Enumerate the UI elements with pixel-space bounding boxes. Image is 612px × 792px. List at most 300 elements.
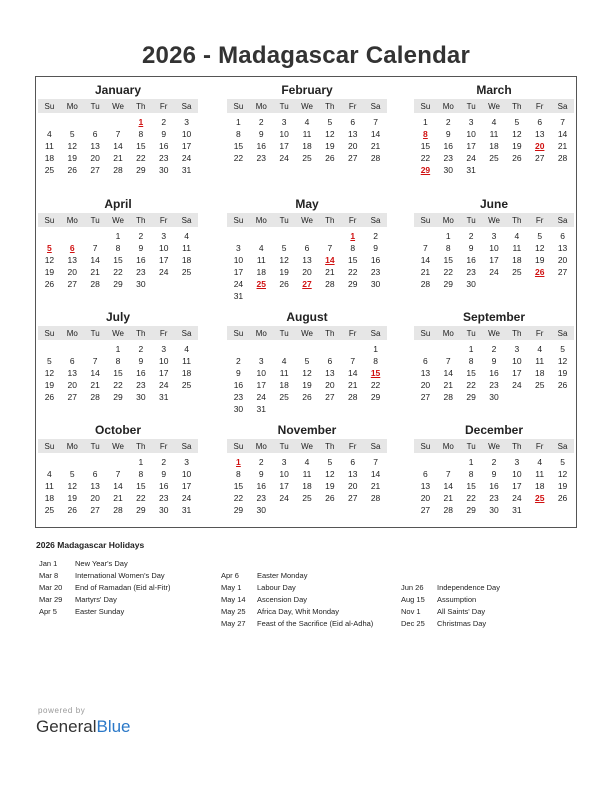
holiday-row bbox=[39, 570, 219, 582]
day-cell: 15 bbox=[466, 481, 476, 492]
day-cell: 15 bbox=[113, 255, 123, 266]
day-cell: 29 bbox=[466, 392, 476, 403]
day-cell: 2 bbox=[258, 457, 264, 467]
day-cell: 17 bbox=[158, 255, 169, 266]
day-cell: 6 bbox=[537, 117, 543, 127]
weekday-label: Fr bbox=[535, 441, 544, 451]
holiday-name: Easter Monday bbox=[257, 571, 308, 580]
empty-cell bbox=[84, 230, 107, 242]
day-cell: 31 bbox=[466, 165, 476, 176]
day-cell: 17 bbox=[512, 481, 522, 492]
weekday-label: Su bbox=[44, 215, 55, 225]
empty-cell bbox=[107, 456, 130, 468]
day-cell: 24 bbox=[512, 380, 522, 391]
month-january bbox=[38, 83, 198, 176]
day-cell: 9 bbox=[258, 469, 264, 480]
day-cell: 13 bbox=[420, 368, 431, 379]
weekday-label: Su bbox=[420, 215, 431, 225]
holiday-name: End of Ramadan (Eid al-Fitr) bbox=[75, 583, 171, 592]
day-cell: 7 bbox=[327, 243, 333, 254]
day-cell: 12 bbox=[44, 368, 55, 379]
day-cell: 31 bbox=[181, 165, 192, 176]
day-cell: 21 bbox=[370, 481, 381, 492]
weekday-label: Th bbox=[325, 441, 335, 451]
weekday-label: Tu bbox=[466, 441, 476, 451]
month-december bbox=[414, 423, 574, 516]
day-cell: 31 bbox=[158, 392, 169, 403]
holiday-row bbox=[39, 606, 219, 618]
day-cell: 24 bbox=[279, 153, 289, 164]
weekday-label: Tu bbox=[466, 215, 476, 225]
day-cell: 8 bbox=[373, 356, 378, 367]
day-cell: 31 bbox=[256, 404, 266, 415]
day-cell: 10 bbox=[158, 243, 169, 254]
holiday-day: 1 bbox=[138, 117, 144, 127]
day-cell: 23 bbox=[489, 380, 499, 391]
empty-cell bbox=[84, 343, 107, 355]
day-cell: 6 bbox=[327, 356, 333, 367]
weekday-label: Sa bbox=[557, 441, 568, 451]
weekday-label: Fr bbox=[535, 215, 544, 225]
day-cell: 24 bbox=[233, 279, 244, 290]
day-cell: 26 bbox=[67, 165, 77, 176]
empty-cell bbox=[38, 230, 61, 242]
day-cell: 7 bbox=[350, 356, 356, 367]
weekday-label: Tu bbox=[90, 101, 100, 111]
day-cell: 7 bbox=[115, 129, 121, 140]
day-cell: 22 bbox=[466, 380, 476, 391]
weekday-label: Fr bbox=[535, 328, 544, 338]
day-cell: 24 bbox=[158, 267, 169, 278]
day-cell: 3 bbox=[161, 231, 167, 241]
day-cell: 25 bbox=[44, 505, 55, 516]
powered-by-text: powered by bbox=[38, 706, 86, 715]
day-cell: 16 bbox=[489, 368, 499, 379]
day-cell: 28 bbox=[347, 392, 358, 403]
weekday-label: Su bbox=[420, 441, 431, 451]
weekday-header bbox=[414, 326, 574, 340]
holiday-row bbox=[401, 606, 581, 618]
day-cell: 6 bbox=[304, 243, 310, 254]
day-cell: 22 bbox=[113, 380, 123, 391]
day-cell: 10 bbox=[158, 356, 169, 367]
weekday-label: We bbox=[112, 441, 124, 451]
day-cell: 4 bbox=[281, 356, 287, 367]
day-cell: 28 bbox=[370, 493, 381, 504]
day-cell: 26 bbox=[44, 279, 55, 290]
holiday-day: 14 bbox=[325, 255, 335, 266]
day-cell: 23 bbox=[136, 267, 146, 278]
holiday-day: 25 bbox=[256, 279, 266, 290]
day-cell: 2 bbox=[445, 117, 451, 127]
day-cell: 14 bbox=[420, 255, 431, 266]
month-september bbox=[414, 310, 574, 403]
day-cell: 5 bbox=[327, 117, 333, 127]
day-cell: 17 bbox=[466, 141, 476, 152]
day-cell: 2 bbox=[468, 231, 474, 241]
day-cell: 2 bbox=[236, 356, 241, 367]
holiday-name: Independence Day bbox=[437, 583, 500, 592]
day-cell: 16 bbox=[256, 141, 266, 152]
day-cell: 25 bbox=[44, 165, 55, 176]
day-cell: 19 bbox=[557, 481, 568, 492]
day-cell: 10 bbox=[181, 129, 192, 140]
weekday-label: Fr bbox=[348, 441, 357, 451]
day-cell: 26 bbox=[557, 380, 568, 391]
day-cell: 10 bbox=[489, 243, 499, 254]
holiday-name: Ascension Day bbox=[257, 595, 308, 604]
day-cell: 1 bbox=[236, 117, 241, 127]
weekday-label: Tu bbox=[90, 441, 100, 451]
weekday-label: Mo bbox=[66, 441, 78, 451]
day-grid bbox=[227, 343, 387, 416]
month-name: August bbox=[286, 310, 328, 324]
day-cell: 14 bbox=[90, 368, 100, 379]
day-cell: 13 bbox=[347, 129, 358, 140]
holiday-row bbox=[221, 618, 401, 630]
day-cell: 16 bbox=[136, 255, 146, 266]
holiday-day: 27 bbox=[302, 279, 312, 290]
holiday-name: New Year's Day bbox=[75, 559, 128, 568]
day-cell: 13 bbox=[534, 129, 545, 140]
empty-cell bbox=[318, 230, 341, 242]
day-cell: 27 bbox=[534, 153, 545, 164]
day-cell: 7 bbox=[423, 243, 428, 254]
holiday-name: Christmas Day bbox=[437, 619, 487, 628]
day-cell: 2 bbox=[373, 231, 378, 241]
day-cell: 20 bbox=[420, 493, 431, 504]
holiday-row bbox=[221, 570, 401, 582]
day-cell: 6 bbox=[92, 129, 98, 140]
month-name: September bbox=[462, 310, 526, 324]
day-cell: 10 bbox=[466, 129, 476, 140]
day-cell: 19 bbox=[44, 267, 55, 278]
empty-cell bbox=[296, 230, 319, 242]
weekday-label: Fr bbox=[159, 328, 168, 338]
day-cell: 13 bbox=[347, 469, 358, 480]
holiday-date: May 14 bbox=[221, 595, 246, 604]
day-cell: 27 bbox=[90, 165, 100, 176]
day-cell: 25 bbox=[302, 153, 312, 164]
holiday-day: 29 bbox=[420, 165, 431, 176]
empty-cell bbox=[250, 230, 273, 242]
brand-general: General bbox=[36, 717, 97, 736]
weekday-label: Tu bbox=[466, 328, 476, 338]
day-cell: 21 bbox=[90, 267, 100, 278]
day-cell: 23 bbox=[489, 493, 499, 504]
day-cell: 11 bbox=[279, 368, 289, 379]
day-cell: 31 bbox=[181, 505, 192, 516]
weekday-label: Sa bbox=[370, 215, 381, 225]
day-cell: 26 bbox=[67, 505, 77, 516]
weekday-label: Th bbox=[136, 101, 146, 111]
month-name: December bbox=[464, 423, 524, 437]
holiday-day: 15 bbox=[370, 368, 381, 379]
weekday-label: Mo bbox=[255, 441, 267, 451]
day-cell: 18 bbox=[181, 255, 192, 266]
day-cell: 29 bbox=[347, 279, 358, 290]
weekday-label: We bbox=[112, 101, 124, 111]
holiday-column bbox=[401, 582, 581, 630]
day-cell: 9 bbox=[236, 368, 241, 379]
day-cell: 19 bbox=[279, 267, 289, 278]
day-cell: 30 bbox=[443, 165, 453, 176]
holiday-name: Martyrs' Day bbox=[75, 595, 117, 604]
day-cell: 13 bbox=[67, 368, 77, 379]
weekday-label: Su bbox=[233, 328, 244, 338]
day-cell: 26 bbox=[512, 153, 522, 164]
empty-cell bbox=[227, 343, 250, 355]
holidays-title: 2026 Madagascar Holidays bbox=[36, 540, 145, 550]
day-cell: 5 bbox=[560, 344, 565, 354]
weekday-label: Su bbox=[420, 101, 431, 111]
holiday-day: 8 bbox=[423, 129, 428, 140]
day-cell: 28 bbox=[557, 153, 568, 164]
day-cell: 12 bbox=[44, 255, 55, 266]
holiday-date: May 25 bbox=[221, 607, 246, 616]
holiday-row bbox=[221, 606, 401, 618]
day-cell: 19 bbox=[302, 380, 312, 391]
weekday-header bbox=[227, 326, 387, 340]
weekday-label: Th bbox=[325, 101, 335, 111]
weekday-label: Sa bbox=[370, 328, 381, 338]
weekday-header bbox=[414, 99, 574, 113]
day-cell: 29 bbox=[370, 392, 381, 403]
weekday-label: We bbox=[488, 101, 500, 111]
weekday-label: Sa bbox=[557, 328, 568, 338]
day-cell: 15 bbox=[466, 368, 476, 379]
weekday-header bbox=[227, 439, 387, 453]
month-name: May bbox=[295, 197, 319, 211]
weekday-label: Su bbox=[233, 215, 244, 225]
day-cell: 16 bbox=[489, 481, 499, 492]
day-cell: 1 bbox=[115, 231, 121, 241]
holiday-day: 25 bbox=[534, 493, 545, 504]
day-cell: 12 bbox=[67, 481, 77, 492]
day-cell: 5 bbox=[560, 457, 565, 467]
weekday-header bbox=[38, 213, 198, 227]
day-cell: 21 bbox=[370, 141, 381, 152]
day-cell: 26 bbox=[557, 493, 568, 504]
weekday-label: We bbox=[301, 328, 313, 338]
day-cell: 9 bbox=[138, 243, 144, 254]
weekday-label: We bbox=[301, 441, 313, 451]
empty-cell bbox=[273, 230, 296, 242]
day-cell: 11 bbox=[182, 243, 191, 254]
day-cell: 30 bbox=[136, 392, 146, 403]
day-cell: 11 bbox=[535, 469, 545, 480]
day-cell: 5 bbox=[327, 457, 333, 467]
weekday-label: Th bbox=[136, 215, 146, 225]
month-october bbox=[38, 423, 198, 516]
day-cell: 23 bbox=[370, 267, 381, 278]
holiday-row bbox=[221, 582, 401, 594]
day-cell: 27 bbox=[557, 267, 568, 278]
day-grid bbox=[227, 116, 387, 164]
holiday-date: Apr 5 bbox=[39, 607, 57, 616]
day-cell: 30 bbox=[233, 404, 244, 415]
day-cell: 31 bbox=[512, 505, 522, 516]
day-cell: 18 bbox=[181, 368, 192, 379]
weekday-label: Th bbox=[512, 101, 522, 111]
day-cell: 12 bbox=[279, 255, 289, 266]
day-cell: 13 bbox=[90, 141, 100, 152]
weekday-label: Tu bbox=[90, 328, 100, 338]
day-cell: 15 bbox=[136, 141, 146, 152]
day-cell: 30 bbox=[466, 279, 476, 290]
day-cell: 9 bbox=[445, 129, 451, 140]
day-cell: 10 bbox=[256, 368, 266, 379]
day-cell: 17 bbox=[181, 481, 192, 492]
day-cell: 20 bbox=[90, 493, 100, 504]
day-cell: 30 bbox=[370, 279, 381, 290]
day-cell: 7 bbox=[445, 469, 451, 480]
day-cell: 4 bbox=[47, 469, 52, 480]
day-cell: 21 bbox=[443, 493, 453, 504]
day-cell: 14 bbox=[113, 481, 123, 492]
weekday-label: We bbox=[112, 215, 124, 225]
holiday-date: Mar 8 bbox=[39, 571, 59, 580]
day-cell: 24 bbox=[181, 493, 192, 504]
day-cell: 8 bbox=[115, 243, 121, 254]
day-cell: 9 bbox=[373, 243, 378, 254]
day-cell: 11 bbox=[302, 129, 312, 140]
holiday-day: 26 bbox=[534, 267, 545, 278]
weekday-label: Fr bbox=[159, 101, 168, 111]
holiday-day: 1 bbox=[236, 457, 241, 467]
day-cell: 5 bbox=[304, 356, 310, 367]
holiday-name: International Women's Day bbox=[75, 571, 165, 580]
day-cell: 11 bbox=[256, 255, 266, 266]
day-cell: 10 bbox=[512, 356, 522, 367]
day-cell: 10 bbox=[279, 469, 289, 480]
holiday-column bbox=[221, 570, 401, 630]
day-cell: 26 bbox=[325, 153, 335, 164]
day-cell: 17 bbox=[489, 255, 499, 266]
day-cell: 20 bbox=[420, 380, 431, 391]
day-cell: 2 bbox=[161, 117, 167, 127]
day-cell: 20 bbox=[347, 481, 358, 492]
weekday-header bbox=[414, 439, 574, 453]
day-cell: 3 bbox=[491, 231, 497, 241]
day-cell: 24 bbox=[466, 153, 476, 164]
day-cell: 13 bbox=[302, 255, 312, 266]
day-cell: 18 bbox=[534, 481, 545, 492]
day-cell: 18 bbox=[44, 493, 55, 504]
weekday-label: Mo bbox=[442, 441, 454, 451]
empty-cell bbox=[107, 116, 130, 128]
day-cell: 30 bbox=[158, 165, 169, 176]
day-cell: 25 bbox=[512, 267, 522, 278]
day-cell: 16 bbox=[443, 141, 453, 152]
day-cell: 21 bbox=[557, 141, 568, 152]
weekday-label: Mo bbox=[255, 215, 267, 225]
weekday-header bbox=[227, 213, 387, 227]
day-cell: 11 bbox=[45, 481, 54, 492]
holiday-date: May 1 bbox=[221, 583, 242, 592]
day-cell: 12 bbox=[325, 469, 335, 480]
day-cell: 27 bbox=[67, 392, 77, 403]
holiday-row bbox=[39, 558, 219, 570]
day-grid bbox=[227, 456, 387, 516]
day-cell: 20 bbox=[347, 141, 358, 152]
day-cell: 11 bbox=[489, 129, 499, 140]
day-cell: 13 bbox=[557, 243, 568, 254]
empty-cell bbox=[414, 343, 437, 355]
day-cell: 25 bbox=[181, 267, 192, 278]
month-august bbox=[227, 310, 387, 416]
day-cell: 30 bbox=[136, 279, 146, 290]
weekday-label: Mo bbox=[442, 215, 454, 225]
day-cell: 24 bbox=[158, 380, 169, 391]
weekday-label: Tu bbox=[279, 101, 289, 111]
day-cell: 7 bbox=[115, 469, 121, 480]
empty-cell bbox=[437, 456, 460, 468]
day-cell: 11 bbox=[512, 243, 522, 254]
weekday-label: Th bbox=[512, 328, 522, 338]
day-cell: 30 bbox=[158, 505, 169, 516]
weekday-label: Tu bbox=[90, 215, 100, 225]
day-cell: 28 bbox=[420, 279, 431, 290]
day-cell: 14 bbox=[347, 368, 358, 379]
day-cell: 24 bbox=[512, 493, 522, 504]
day-grid bbox=[38, 116, 198, 176]
day-cell: 25 bbox=[534, 380, 545, 391]
day-cell: 4 bbox=[514, 231, 520, 241]
day-cell: 30 bbox=[489, 505, 499, 516]
day-cell: 1 bbox=[468, 344, 474, 354]
weekday-label: Sa bbox=[370, 101, 381, 111]
empty-cell bbox=[38, 116, 61, 128]
day-cell: 5 bbox=[514, 117, 520, 127]
weekday-header bbox=[227, 99, 387, 113]
weekday-label: Su bbox=[233, 441, 244, 451]
day-cell: 22 bbox=[347, 267, 358, 278]
day-cell: 14 bbox=[90, 255, 100, 266]
day-cell: 20 bbox=[67, 267, 77, 278]
day-cell: 2 bbox=[138, 344, 144, 354]
weekday-label: Sa bbox=[557, 101, 568, 111]
day-cell: 31 bbox=[233, 291, 244, 302]
day-cell: 19 bbox=[325, 141, 335, 152]
generalblue-logo[interactable] bbox=[36, 717, 131, 737]
day-cell: 19 bbox=[325, 481, 335, 492]
day-cell: 27 bbox=[67, 279, 77, 290]
day-cell: 24 bbox=[489, 267, 499, 278]
day-cell: 23 bbox=[233, 392, 244, 403]
day-cell: 5 bbox=[69, 469, 75, 480]
empty-cell bbox=[61, 343, 84, 355]
weekday-label: Th bbox=[512, 441, 522, 451]
day-cell: 17 bbox=[181, 141, 192, 152]
day-cell: 19 bbox=[534, 255, 545, 266]
day-cell: 4 bbox=[304, 457, 310, 467]
day-cell: 22 bbox=[233, 153, 244, 164]
day-cell: 28 bbox=[325, 279, 335, 290]
day-cell: 18 bbox=[512, 255, 522, 266]
day-cell: 11 bbox=[182, 356, 191, 367]
day-cell: 1 bbox=[468, 457, 474, 467]
weekday-label: Tu bbox=[466, 101, 476, 111]
day-cell: 8 bbox=[236, 469, 241, 480]
weekday-label: Th bbox=[512, 215, 522, 225]
day-cell: 15 bbox=[347, 255, 358, 266]
day-cell: 4 bbox=[184, 344, 189, 354]
day-cell: 20 bbox=[67, 380, 77, 391]
weekday-label: Fr bbox=[159, 215, 168, 225]
day-cell: 22 bbox=[233, 493, 244, 504]
day-cell: 17 bbox=[256, 380, 266, 391]
